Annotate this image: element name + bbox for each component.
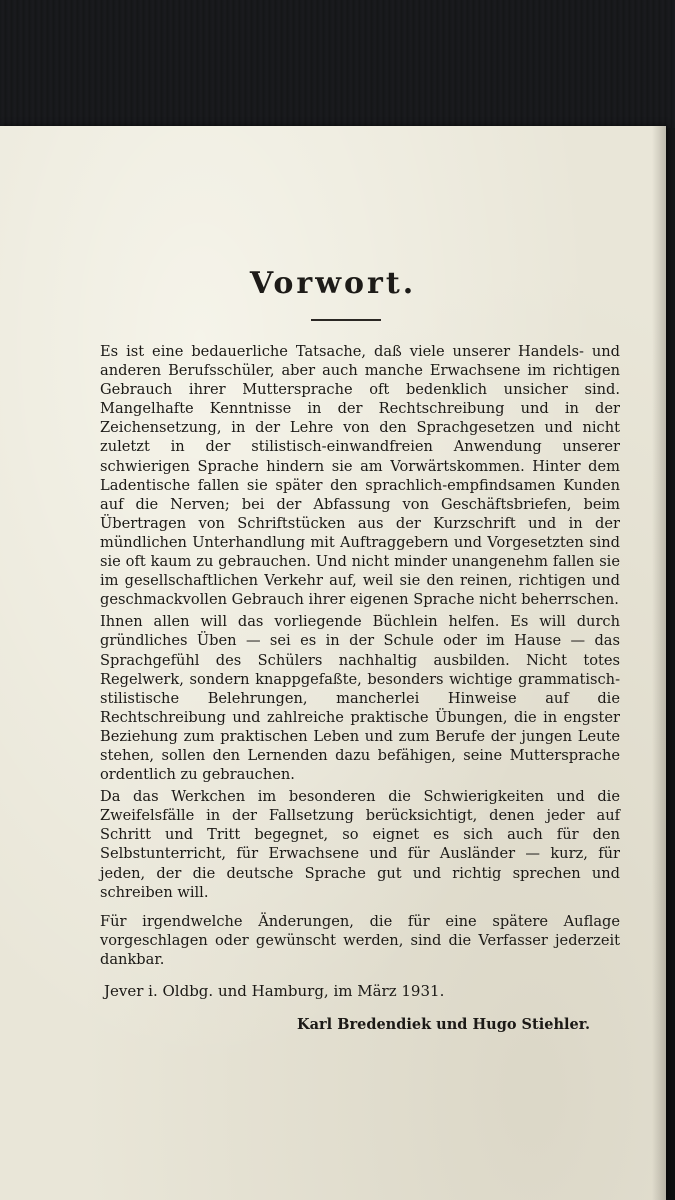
paragraph-4: Für irgendwelche Änderungen, die für eine spätere Auflage vorgeschlagen oder gewünscht werden, sind die Verfasser jederzeit dankbar. xyxy=(100,912,620,968)
paragraph-1: Es ist eine bedauerliche Tatsache, daß viele unserer Handels- und anderen Berufsschüler, aber auch manche Erwachsene im richtigen Gebrauch ihrer Muttersprache oft bedenklich unsicher sind. Mangelhafte Kenntnisse in der Rechtschreibung und in der Zeichensetzung, in der Lehre von den Sprachgesetzen und nicht zuletzt in der stilistisch-einwandfreien Anwendung unserer schwierigen Sprache hindern sie am Vorwärtskommen. Hinter dem Ladentische fallen sie später den sprachlich-empfindsamen Kunden auf die Nerven; bei der Abfassung von Geschäftsbriefen, beim Übertragen von Schriftstücken aus der Kurzschrift und in der mündlichen Unterhandlung mit Auftraggebern und Vorgesetzten sind sie oft kaum zu gebrauchen. Und nicht minder unangenehm fallen sie im gesellschaftlichen Verkehr auf, weil sie den reinen, richtigen und geschmackvollen Gebrauch ihrer eigenen Sprache nicht beherrschen. xyxy=(100,343,620,609)
dark-cloth-background xyxy=(0,0,675,128)
title-divider xyxy=(311,319,381,321)
page-title: Vorwort. xyxy=(249,266,417,301)
authors-signature: Karl Bredendiek und Hugo Stiehler. xyxy=(297,1016,591,1033)
place-and-date: Jever i. Oldbg. und Hamburg, im März 1931. xyxy=(104,982,445,1000)
preface-body xyxy=(100,342,620,972)
paragraph-3: Da das Werkchen im besonderen die Schwierigkeiten und die Zweifelsfälle in der Fallsetzung berücksichtigt, denen jeder auf Schritt und Tritt begegnet, so eignet es sich auch für den Selbstunterricht, für Erwachsene und für Ausländer — kurz, für jeden, der die deutsche Sprache gut und richtig sprechen und schreiben will. xyxy=(100,788,620,901)
paragraph-2: Ihnen allen will das vorliegende Büchlein helfen. Es will durch gründliches Üben — sei es in der Schule oder im Hause — das Sprachgefühl des Schülers nachhaltig ausbilden. Nicht totes Regelwerk, sondern knappgefaßte, besonders wichtige grammatisch-stilistische Belehrungen, mancherlei Hinweise auf die Rechtschreibung und zahlreiche praktische Übungen, die in engster Beziehung zum praktischen Leben und zum Berufe der jungen Leute stehen, sollen den Lernenden dazu befähigen, seine Muttersprache ordentlich zu gebrauchen. xyxy=(100,613,620,784)
book-page xyxy=(0,126,666,1200)
